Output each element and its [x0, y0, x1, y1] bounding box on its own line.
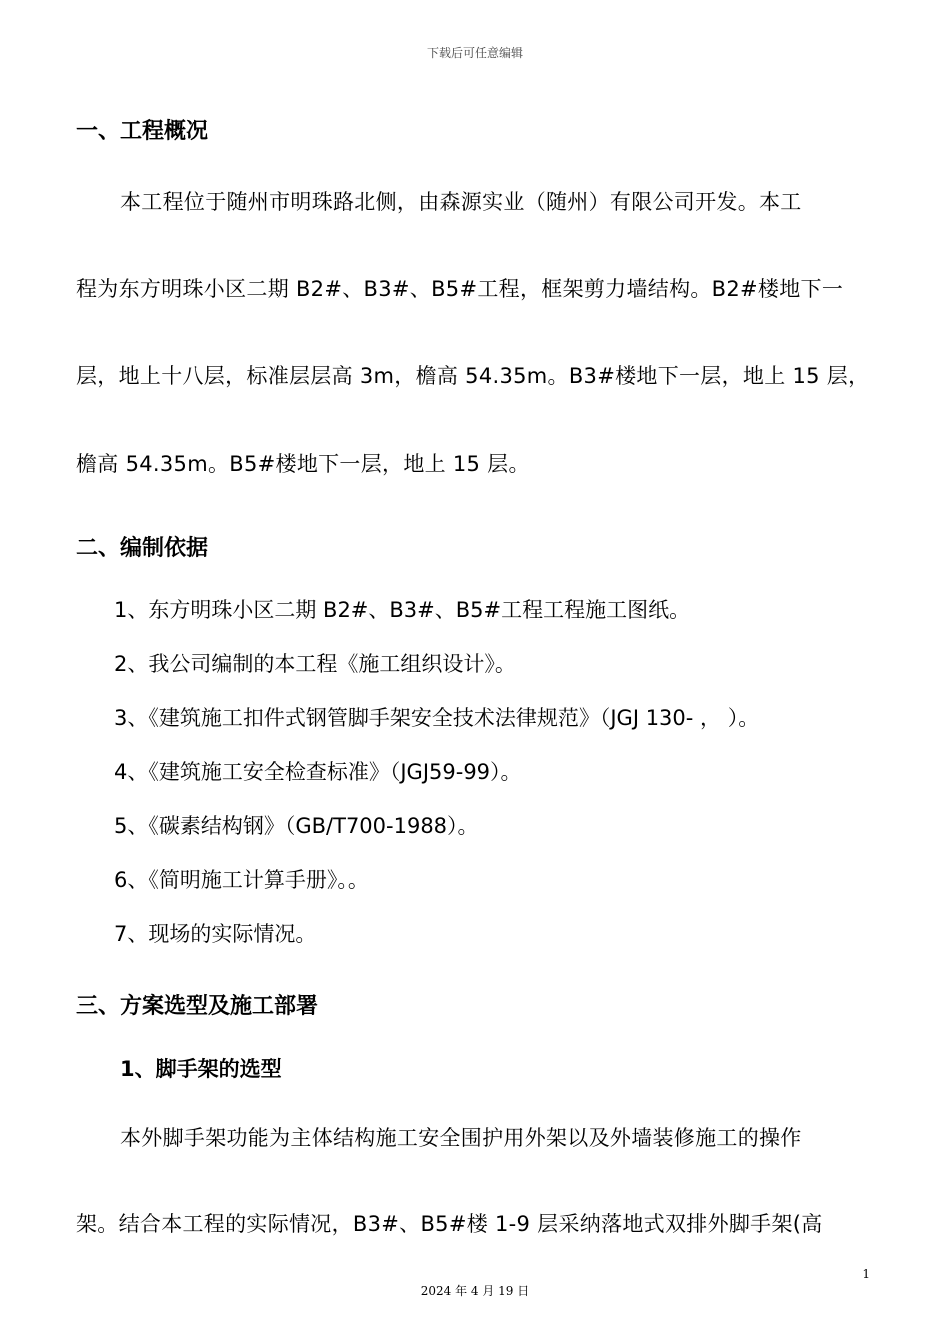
paragraph-line: 本外脚手架功能为主体结构施工安全围护用外架以及外墙装修施工的操作 — [120, 1126, 802, 1150]
list-item: 2、我公司编制的本工程《施工组织设计》。 — [114, 652, 516, 676]
section-3-title: 三、方案选型及施工部署 — [76, 994, 319, 1019]
page-header: 下载后可任意编辑 — [426, 46, 523, 60]
list-item: 1、东方明珠小区二期 B2#、B3#、B5#工程工程施工图纸。 — [114, 598, 691, 622]
page-number: 1 — [862, 1267, 870, 1281]
list-item: 7、现场的实际情况。 — [114, 922, 317, 946]
list-item: 3、《建筑施工扣件式钢管脚手架安全技术法律规范》（JGJ 130- ， ）。 — [114, 706, 760, 730]
paragraph-line: 檐高 54.35m。B5#楼地下一层，地上 15 层。 — [76, 452, 530, 476]
paragraph-line: 层，地上十八层，标准层层高 3m，檐高 54.35m。B3#楼地下一层，地上 15 层， — [76, 364, 870, 388]
list-item: 6、《简明施工计算手册》。。 — [114, 868, 369, 892]
list-item: 5、《碳素结构钢》（GB/T700-1988）。 — [114, 814, 479, 838]
section-1-title: 一、工程概况 — [76, 119, 209, 144]
section-3-subtitle: 1、脚手架的选型 — [120, 1057, 282, 1081]
paragraph-line: 本工程位于随州市明珠路北侧，由森源实业（随州）有限公司开发。本工 — [120, 190, 802, 214]
section-2-title: 二、编制依据 — [76, 536, 209, 561]
list-item: 4、《建筑施工安全检查标准》（JGJ59-99）。 — [114, 760, 522, 784]
paragraph-line: 程为东方明珠小区二期 B2#、B3#、B5#工程，框架剪力墙结构。B2#楼地下一 — [76, 277, 844, 301]
paragraph-line: 架。结合本工程的实际情况，B3#、B5#楼 1-9 层采纳落地式双排外脚手架(高 — [76, 1212, 823, 1236]
page-footer-date: 2024 年 4 月 19 日 — [420, 1284, 530, 1298]
